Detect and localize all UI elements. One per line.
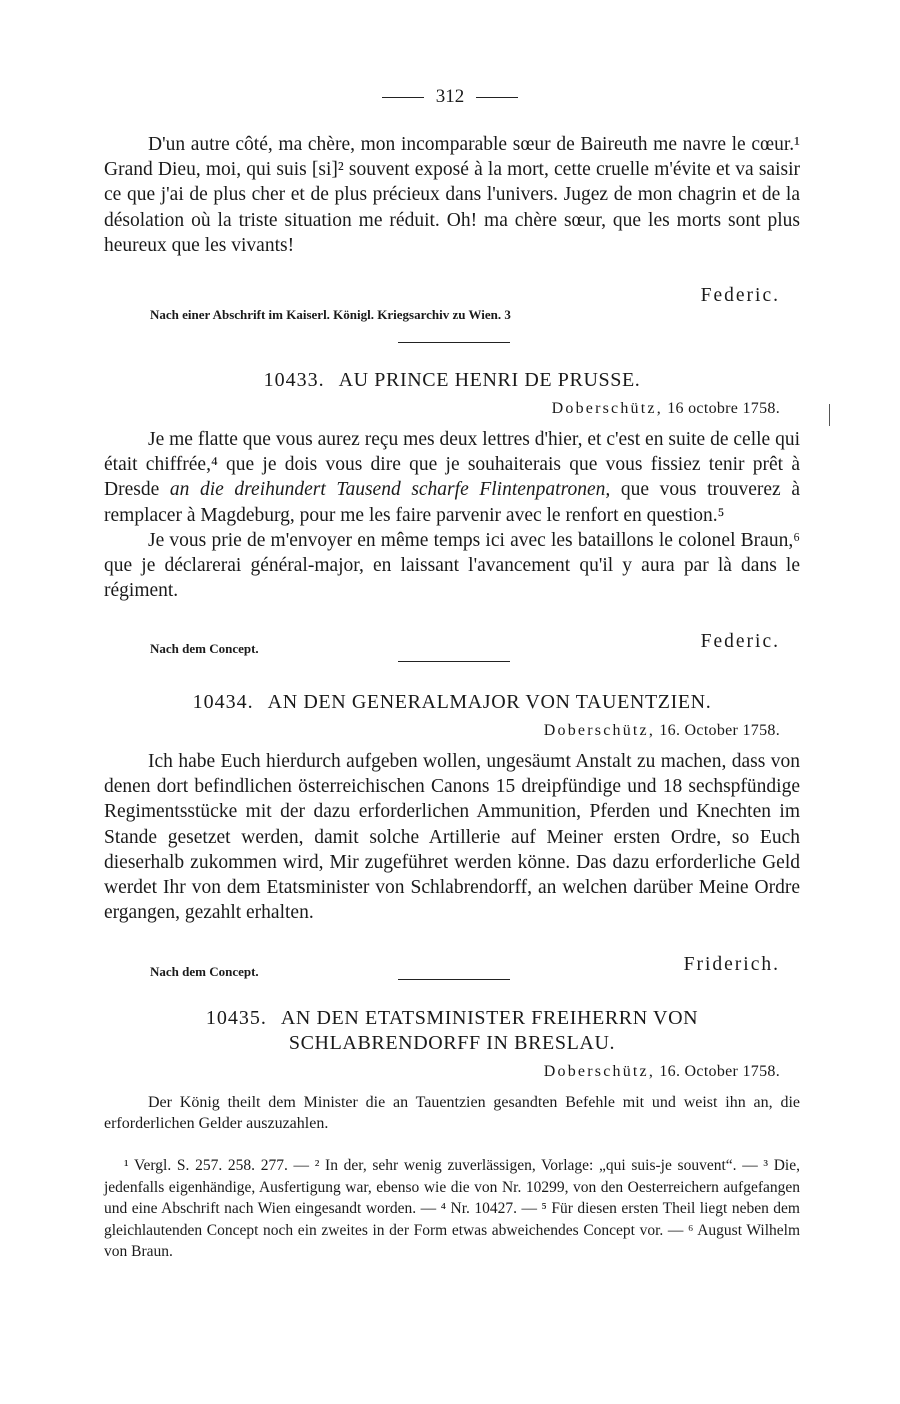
letter-10435-heading (104, 1006, 800, 1056)
letter-10433-paragraph-2: Je vous prie de m'envoyer en même temps ici avec les bataillons le colonel Braun,⁶ que je déclarerai général-major, en laissant l'avancement qu'il y aura par là dans le régiment. (104, 529, 800, 602)
margin-mark (829, 404, 830, 426)
separator-rule (398, 342, 510, 343)
letter-10433-dateline (104, 400, 780, 418)
letter-10432-source-note: Nach einer Abschrift im Kaiserl. Königl. Kriegsarchiv zu Wien. 3 (150, 307, 511, 322)
letter-10434-place: Doberschütz, (543, 722, 656, 739)
header-rule-right (476, 97, 518, 98)
letter-10435-summary: Der König theilt dem Minister die an Tauentzien gesandten Befehle mit und weist ihn an, die erforderlichen Gelder auszuzahlen. (104, 1094, 800, 1132)
letter-10434-source-note: Nach dem Concept. (150, 964, 259, 979)
letter-10434-paragraph: Ich habe Euch hierdurch aufgeben wollen, ungesäumt Anstalt zu machen, dass von denen dort befindlichen österreichischen Canons 15 dreipfündige und 18 sechspfündige Regimentsstücke mit der dazu erforderlichen Ammunition, Pferden und Knechten im Stande gesetzet werden, damit solche Artillerie auf Meiner ersten Ordre, so Euch dieserhalb zukommen wird, Mir zugeführet werden könne. Das dazu erforderliche Geld werdet Ihr von dem Etatsminister von Schlabrendorff, an welchen darüber Meine Ordre ergangen, gezahlt erhalten. (104, 751, 800, 924)
letter-10433-heading (104, 368, 800, 393)
letter-10434-signature: Friderich. (683, 954, 780, 975)
letter-10434-title: AN DEN GENERALMAJOR VON TAUENTZIEN. (267, 691, 712, 713)
page-number: 312 (435, 86, 465, 107)
letter-10433-place: Doberschütz, (551, 400, 663, 417)
letter-10433-para1-emphasis: an die dreihundert Tausend scharfe Flintenpatronen, (169, 479, 611, 501)
letter-10434-dateline (104, 722, 780, 740)
letter-10432-text (104, 132, 800, 258)
letter-10433-signature: Federic. (700, 631, 780, 652)
letter-10435-title-line-1 (104, 1006, 800, 1031)
letter-10433-para1-a: Je me flatte que vous aurez reçu mes deux lettres d'hier, et c'est en suite de celle qui était chiffrée,⁴ que je dois vous dire que je souhaiterais que vous fissiez tenir prêt à Dresde (104, 429, 800, 501)
letter-10433-source-note: Nach dem Concept. (150, 641, 259, 656)
letter-10433-title: AU PRINCE HENRI DE PRUSSE. (338, 369, 641, 391)
letter-10433-para1-b: que vous trouverez à remplacer à Magdeburg, pour me les faire parvenir avec le renfort en question.⁵ (104, 479, 800, 526)
letter-10434-text (104, 749, 800, 925)
letter-10435-title-line-2: SCHLABRENDORFF IN BRESLAU. (288, 1032, 616, 1054)
letter-10435-date: 16. October 1758. (659, 1063, 780, 1080)
separator-rule (398, 661, 510, 662)
letter-10434-date: 16. October 1758. (659, 722, 780, 739)
letter-10435-number: 10435. (205, 1007, 267, 1029)
letter-10435-dateline (104, 1063, 780, 1081)
letter-10434-number: 10434. (192, 691, 254, 713)
letter-10432-paragraph: D'un autre côté, ma chère, mon incomparable sœur de Baireuth me navre le cœur.¹ Grand Dieu, moi, qui suis [si]² souvent exposé à la mort, cette cruelle m'évite et va saisir ce que j'ai de plus cher et de plus précieux dans l'univers. Jugez de mon chagrin et de la désolation où la triste situation me réduit. Oh! ma chère sœur, que les morts sont plus heureux que les vivants! (104, 134, 800, 256)
letter-10433-text (104, 427, 800, 603)
letter-10433-date: 16 octobre 1758. (667, 400, 780, 417)
footnotes (104, 1155, 800, 1263)
letter-10435-title-1: AN DEN ETATSMINISTER FREIHERRN VON (280, 1007, 699, 1029)
letter-10435-place: Doberschütz, (543, 1063, 656, 1080)
letter-10432-signature: Federic. (700, 285, 780, 306)
page-header (0, 86, 900, 108)
footnotes-text: ¹ Vergl. S. 257. 258. 277. — ² In der, sehr wenig zuverlässigen, Vorlage: „qui suis-je souvent“. — ³ Die, jedenfalls eigenhändige, Ausfertigung war, ebenso wie die von Nr. 10299, von den Oesterreichern aufgefangen und eine Abschrift nach Wien eingesandt worden. — ⁴ Nr. 10427. — ⁵ Für diesen ersten Theil liegt neben dem gleichlautenden Concept noch ein zweites in der Form etwas abweichendes Concept vor. — ⁶ August Wilhelm von Braun. (104, 1157, 800, 1261)
letter-10433-paragraph-1 (104, 427, 800, 528)
letter-10433-number: 10433. (263, 369, 325, 391)
separator-rule (398, 979, 510, 980)
header-rule-left (382, 97, 424, 98)
letter-10434-heading (104, 690, 800, 715)
